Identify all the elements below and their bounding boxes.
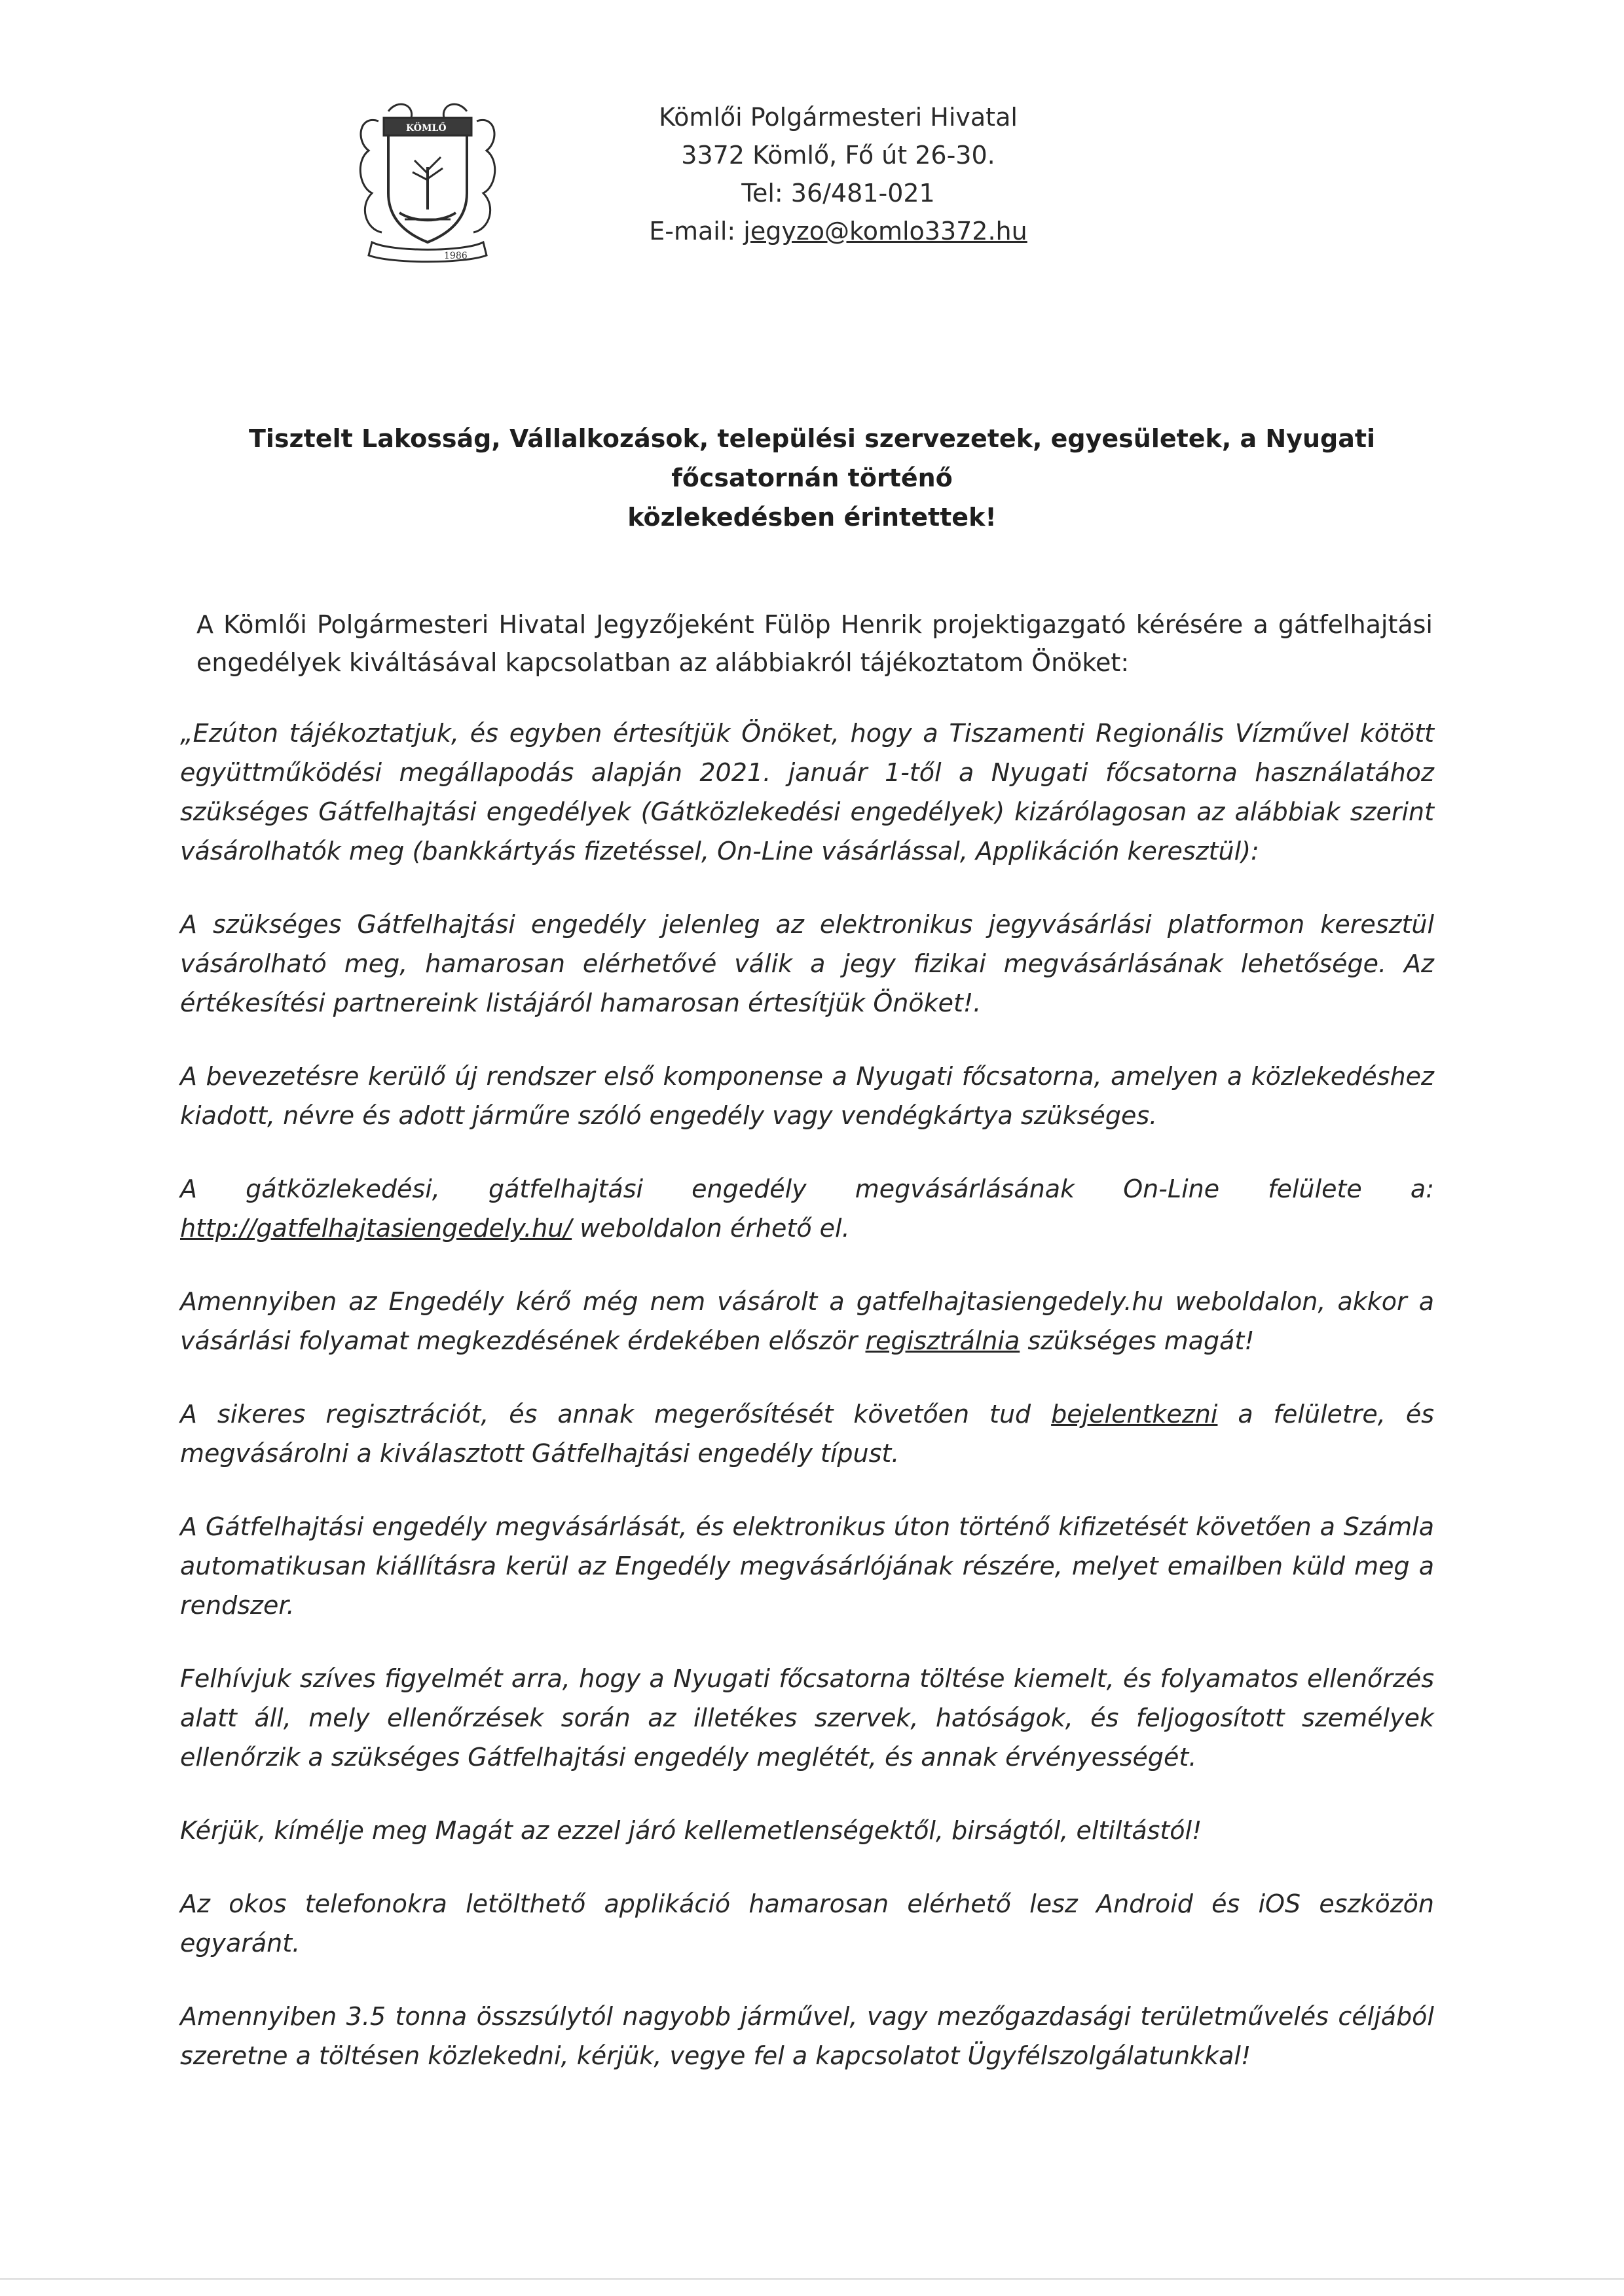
municipal-crest-logo bbox=[352, 95, 503, 265]
paragraph-7: A Gátfelhajtási engedély megvásárlását, és elektronikus úton történő kifizetését követően a Számla automatikusan kiállításra kerül az Engedély megvásárlójának részére, melyet emailben küld meg a rendszer. bbox=[180, 1512, 1434, 1620]
email-link[interactable]: jegyzo@komlo3372.hu bbox=[743, 217, 1027, 246]
office-email-line bbox=[511, 212, 1166, 250]
intro-paragraph: A Kömlői Polgármesteri Hivatal Jegyzőjeként Fülöp Henrik projektigazgató kérésére a gátfelhajtási engedélyek kiváltásával kapcsolatban az alábbiakról tájékoztatom Önöket: bbox=[196, 610, 1433, 677]
salutation-heading bbox=[170, 419, 1454, 537]
heading-line-2: közlekedésben érintettek! bbox=[627, 503, 997, 532]
website-link[interactable]: http://gatfelhajtasiengedely.hu/ bbox=[180, 1214, 572, 1243]
crest-banner-text: KÖMLŐ bbox=[406, 123, 447, 134]
notice-body bbox=[180, 714, 1434, 2109]
crest-year: 1986 bbox=[444, 251, 468, 261]
paragraph-8: Felhívjuk szíves figyelmét arra, hogy a Nyugati főcsatorna töltése kiemelt, és folyamatos ellenőrzés alatt áll, mely ellenőrzések során az illetékes szervek, hatóságok, és feljogosított személyek ellenőrzik a szükséges Gátfelhajtási engedély meglétét, és annak érvényességét. bbox=[180, 1664, 1434, 1772]
paragraph-11: Amennyiben 3.5 tonna összsúlytól nagyobb járművel, vagy mezőgazdasági területművelés céljából szeretne a töltésen közlekedni, kérjük, vegye fel a kapcsolatot Ügyfélszolgálatunkkal! bbox=[180, 2002, 1434, 2070]
paragraph-10: Az okos telefonokra letölthető applikáció hamarosan elérhető lesz Android és iOS eszközön egyaránt. bbox=[180, 1889, 1434, 1958]
heading-line-1: Tisztelt Lakosság, Vállalkozások, települési szervezetek, egyesületek, a Nyugati főcsatornán történő bbox=[248, 424, 1376, 492]
paragraph-2: A szükséges Gátfelhajtási engedély jelenleg az elektronikus jegyvásárlási platformon keresztül vásárolható meg, hamarosan elérhetővé válik a jegy fizikai megvásárlásának lehetősége. Az értékesítési partnereink listájáról hamarosan értesítjük Önöket!. bbox=[180, 910, 1434, 1017]
paragraph-5-text: Amennyiben az Engedély kérő még nem vásárolt a gatfelhajtasiengedely.hu weboldalon, akkor a vásárlási folyamat megkezdésének érdekében először bbox=[180, 1287, 1434, 1355]
letterhead bbox=[511, 98, 1166, 250]
paragraph-9: Kérjük, kímélje meg Magát az ezzel járó kellemetlenségektől, birságtól, eltiltástól! bbox=[180, 1816, 1202, 1845]
paragraph-4-line-1: A gátközlekedési, gátfelhajtási engedély megvásárlásának On-Line felülete a: bbox=[180, 1175, 1434, 1203]
paragraph-3: A bevezetésre kerülő új rendszer első komponense a Nyugati főcsatorna, amelyen a közlekedéshez kiadott, névre és adott járműre szóló engedély vagy vendégkártya szükséges. bbox=[180, 1062, 1434, 1130]
paragraph-6-text: A sikeres regisztrációt, és annak megerősítését követően tud bbox=[180, 1400, 1052, 1429]
email-label: E-mail: bbox=[649, 217, 744, 246]
paragraph-5-end: szükséges magát! bbox=[1020, 1326, 1255, 1355]
paragraph-6-end: a felületre, és megvásárolni a kiválasztott Gátfelhajtási engedély típust. bbox=[180, 1400, 1434, 1468]
paragraph-1: „Ezúton tájékoztatjuk, és egyben értesítjük Önöket, hogy a Tiszamenti Regionális Vízművel kötött együttműködési megállapodás alapján 2021. január 1-től a Nyugati főcsatorna használatához szükséges Gátfelhajtási engedélyek (Gátközlekedési engedélyek) kizárólagosan az alábbiak szerint vásárolhatók meg (bankkártyás fizetéssel, On-Line vásárlással, Applikáción keresztül): bbox=[180, 719, 1434, 866]
office-name: Kömlői Polgármesteri Hivatal bbox=[659, 103, 1018, 132]
scan-edge-line bbox=[0, 2278, 1624, 2280]
office-address: 3372 Kömlő, Fő út 26-30. bbox=[681, 141, 995, 170]
register-link[interactable]: regisztrálnia bbox=[865, 1326, 1020, 1355]
office-phone: Tel: 36/481-021 bbox=[741, 179, 935, 208]
paragraph-4-rest: weboldalon érhető el. bbox=[572, 1214, 850, 1243]
login-link[interactable]: bejelentkezni bbox=[1051, 1400, 1218, 1429]
paragraph-5 bbox=[180, 1282, 1434, 1360]
paragraph-6 bbox=[180, 1394, 1434, 1473]
paragraph-4-line-2 bbox=[180, 1209, 1434, 1248]
